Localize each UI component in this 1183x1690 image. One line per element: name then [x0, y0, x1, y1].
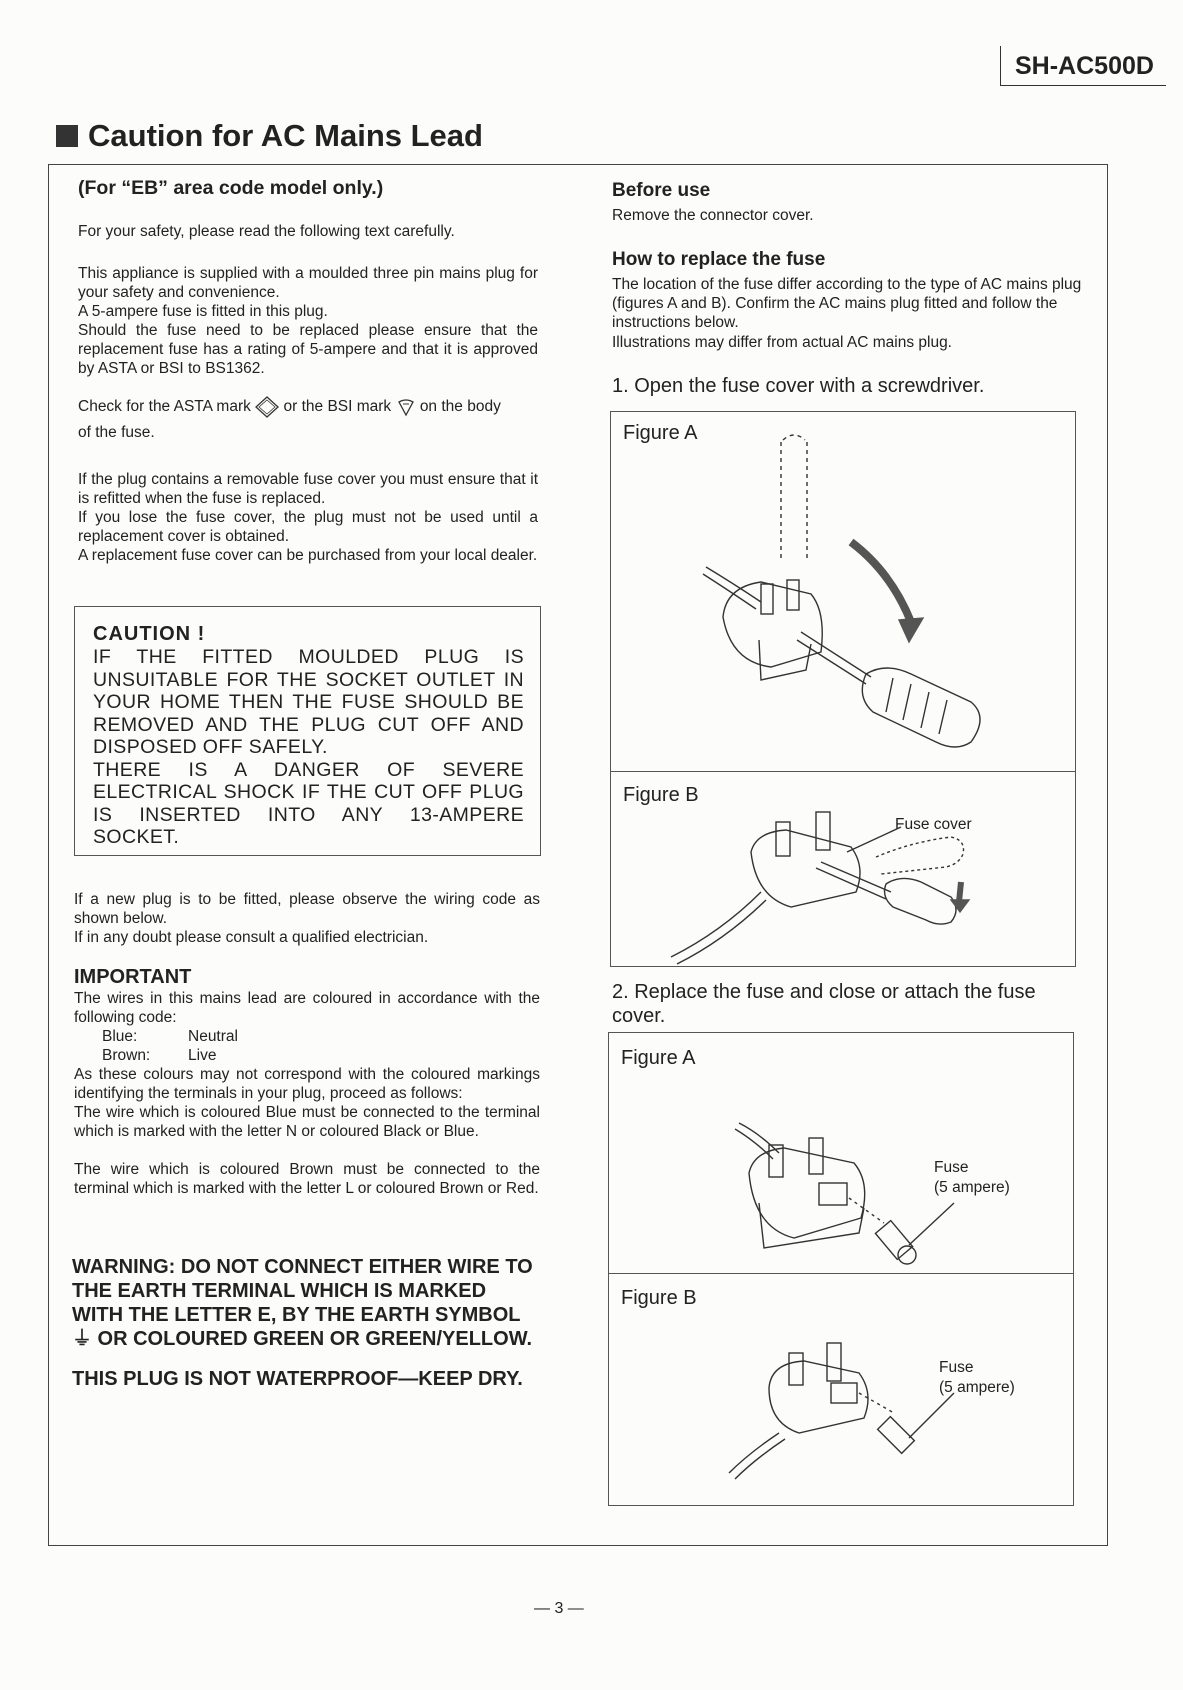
check-text: Check for the ASTA mark — [78, 398, 251, 415]
check-text: of the fuse. — [78, 424, 155, 441]
para2-line: A replacement fuse cover can be purchased from your local dealer. — [78, 547, 538, 564]
check-text: on the body — [419, 398, 501, 415]
step-1: 1. Open the fuse cover with a screwdriver. — [612, 375, 985, 397]
wire-row — [74, 1046, 540, 1065]
caution-body: IF THE FITTED MOULDED PLUG IS UNSUITABLE FOR THE SOCKET OUTLET IN YOUR HOME THEN THE FUSE SHOULD BE REMOVED AND THE PLUG CUT OFF AND DISPOSED OFF SAFELY. — [93, 646, 524, 758]
important-title: IMPORTANT — [74, 966, 192, 988]
figure-b-fuse-drawing — [729, 1343, 954, 1479]
para3-line: If a new plug is to be fitted, please observe the wiring code as shown below. — [74, 891, 540, 927]
model-number: SH-AC500D — [1000, 46, 1166, 86]
step2-illustration — [609, 1033, 1075, 1507]
replace-title: How to replace the fuse — [612, 249, 826, 270]
para2-line: If you lose the fuse cover, the plug must not be used until a replacement cover is obtained. — [78, 509, 538, 545]
paragraph-2 — [78, 470, 538, 565]
important-text-3: The wire which is coloured Blue must be connected to the terminal which is marked with the letter N or coloured Black or Blue. — [74, 1104, 540, 1140]
step2-figure-box — [608, 1032, 1074, 1506]
fuse-label: Fuse — [934, 1159, 969, 1176]
area-note: (For “EB” area code model only.) — [78, 177, 384, 199]
title-bullet-icon — [56, 125, 78, 147]
page-title-text: Caution for AC Mains Lead — [88, 118, 483, 153]
figure-b-label: Figure B — [621, 1287, 697, 1309]
step1-figure-box — [610, 411, 1076, 967]
step-2: 2. Replace the fuse and close or attach the fuse cover. — [612, 981, 1036, 1027]
page-title — [56, 118, 483, 154]
asta-mark-icon — [255, 396, 279, 418]
para1-line: Should the fuse need to be replaced please ensure that the replacement fuse has a rating of 5-ampere and that it is approved by ASTA or BSI to BS1362. — [78, 322, 538, 377]
caution-body-2: THERE IS A DANGER OF SEVERE ELECTRICAL SHOCK IF THE CUT OFF PLUG IS INSERTED INTO ANY 13-AMPERE SOCKET. — [93, 758, 524, 848]
wire-function: Live — [188, 1047, 217, 1064]
fuse-cover-label: Fuse cover — [895, 816, 972, 833]
wire-colour: Blue: — [102, 1028, 138, 1045]
fuse-label: Fuse — [939, 1359, 974, 1376]
para1-line: This appliance is supplied with a moulded three pin mains plug for your safety and convenience. — [78, 265, 538, 301]
caution-title: CAUTION ! — [93, 623, 206, 645]
paragraph-3 — [74, 890, 540, 947]
waterproof-text: THIS PLUG IS NOT WATERPROOF—KEEP DRY. — [72, 1368, 523, 1390]
figure-a-drawing — [703, 435, 980, 747]
figure-a-label: Figure A — [621, 1047, 696, 1069]
para2-line: If the plug contains a removable fuse cover you must ensure that it is refitted when the fuse is replaced. — [78, 471, 538, 507]
figure-b-drawing — [671, 812, 969, 964]
replace-text: The location of the fuse differ according to the type of AC mains plug (figures A and B). Confirm the AC mains plug fitted and follow the instructions below. — [612, 276, 1082, 331]
important-section — [74, 966, 540, 1198]
para1-line: A 5-ampere fuse is fitted in this plug. — [78, 303, 328, 320]
warning-text: WARNING: DO NOT CONNECT EITHER WIRE TO THE EARTH TERMINAL WHICH IS MARKED WITH THE LETTER E, BY THE EARTH SYMBOL ⏚ OR COLOURED GREEN OR GREEN/YELLOW. — [72, 1256, 533, 1350]
fuse-rating-label: (5 ampere) — [939, 1379, 1015, 1396]
figure-b-label: Figure B — [623, 784, 699, 806]
wire-row — [74, 1027, 540, 1046]
important-text-4: The wire which is coloured Brown must be connected to the terminal which is marked with the letter L or coloured Brown or Red. — [74, 1161, 540, 1197]
bsi-kitemark-icon — [396, 397, 416, 417]
before-use-title: Before use — [612, 180, 711, 201]
before-use-text: Remove the connector cover. — [612, 207, 814, 224]
paragraph-1 — [78, 264, 538, 378]
check-text: or the BSI mark — [283, 398, 392, 415]
replace-note: Illustrations may differ from actual AC mains plug. — [612, 334, 952, 351]
figure-a-fuse-drawing — [735, 1123, 954, 1264]
important-text-2: As these colours may not correspond with the coloured markings identifying the terminals in your plug, proceed as follows: — [74, 1066, 540, 1102]
caution-box — [74, 606, 541, 856]
intro-text: For your safety, please read the following text carefully. — [78, 223, 455, 240]
figure-a-label: Figure A — [623, 422, 698, 444]
fuse-rating-label: (5 ampere) — [934, 1179, 1010, 1196]
step1-illustration — [611, 412, 1077, 968]
page-number: — 3 — — [534, 1600, 584, 1617]
wire-function: Neutral — [188, 1028, 238, 1045]
wire-colour: Brown: — [102, 1047, 151, 1064]
para3-line: If in any doubt please consult a qualified electrician. — [74, 929, 429, 946]
check-mark-paragraph — [78, 394, 538, 446]
important-text: The wires in this mains lead are coloured in accordance with the following code: — [74, 990, 540, 1026]
